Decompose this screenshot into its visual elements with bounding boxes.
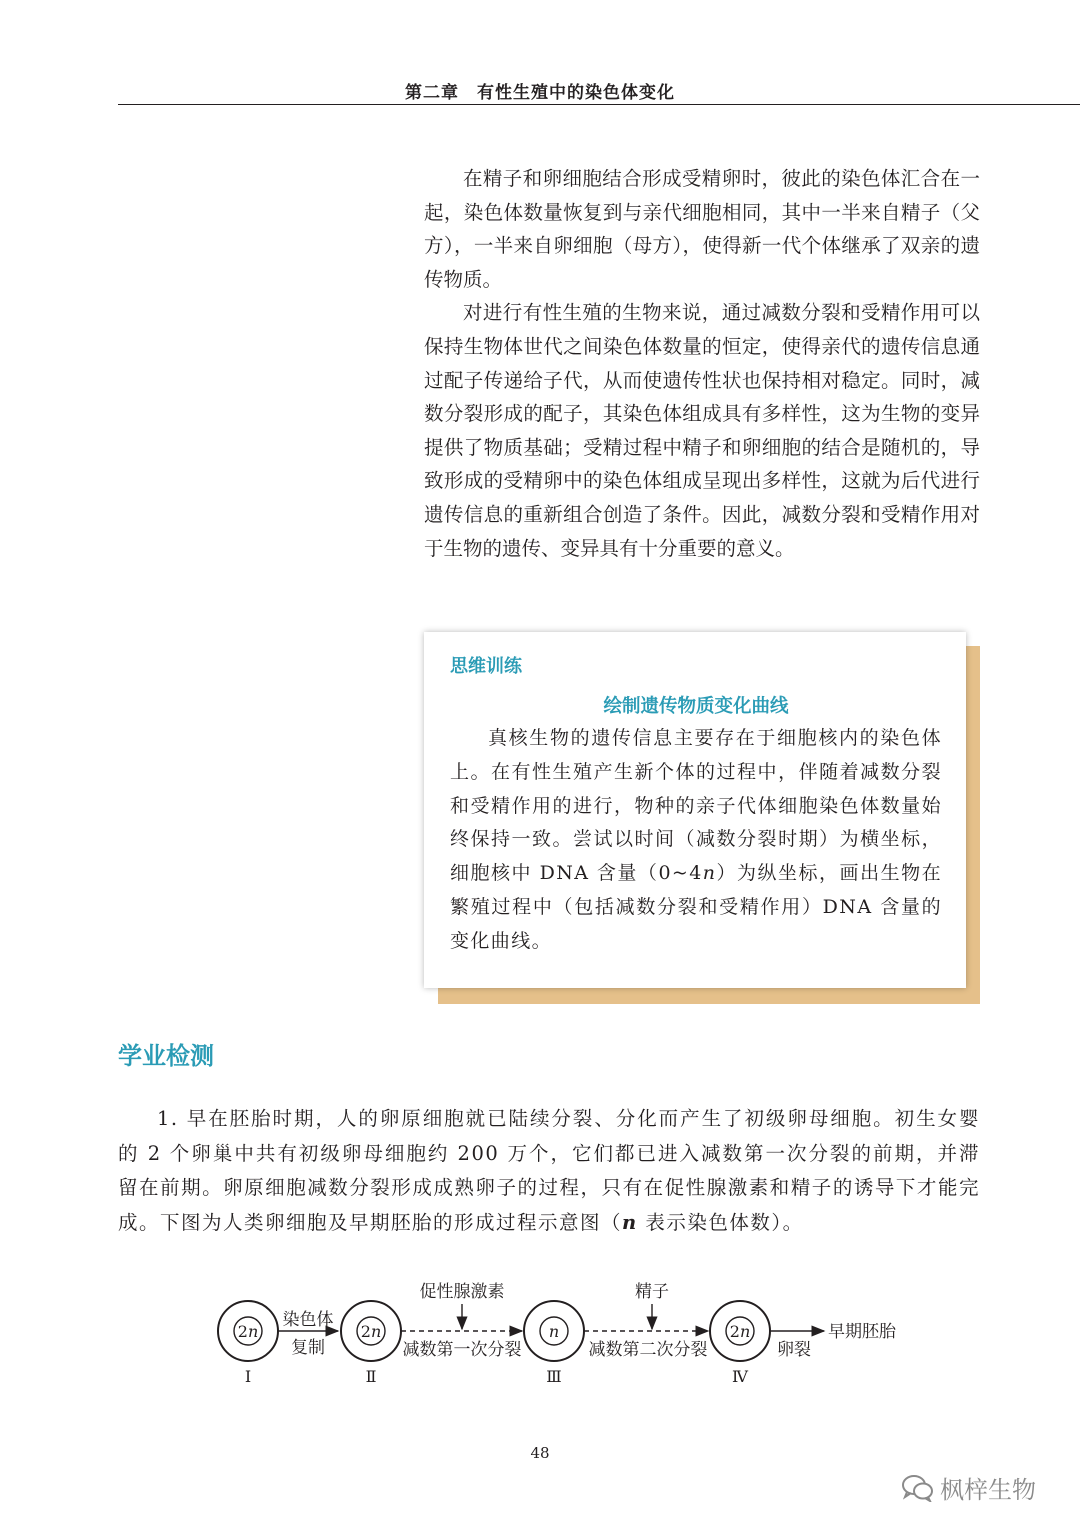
paragraph: 对进行有性生殖的生物来说，通过减数分裂和受精作用可以保持生物体世代之间染色体数量的恒定，使得亲代的遗传信息通过配子传递给子代，从而使遗传性状也保持相对稳定。同时，减数分裂形成的配子，其染色体组成具有多样性，这为生物的变异提供了物质基础；受精过程中精子和卵细胞的结合是随机的，导致形成的受精卵中的染色体组成呈现出多样性，这就为后代进行遗传信息的重新组合创造了条件。因此，减数分裂和受精作用对于生物的遗传、变异具有十分重要的意义。 xyxy=(424,301,980,560)
cell-4-var: n xyxy=(739,1322,751,1341)
chapter-header: 第二章 有性生殖中的染色体变化 xyxy=(405,83,675,103)
cell-2-var: n xyxy=(370,1322,382,1341)
text-segment: 表示染色体数）。 xyxy=(637,1210,804,1234)
header-rule xyxy=(118,104,1080,105)
cell-2 xyxy=(341,1301,401,1386)
wechat-icon xyxy=(902,1474,934,1502)
page-number: 48 xyxy=(530,1444,550,1462)
thinking-training-label: 思维训练 xyxy=(450,656,522,677)
text-segment: ）为纵坐标，画出生物在繁殖过程中（包括减数分裂和受精作用）DNA 含量的变化曲线。 xyxy=(450,862,942,952)
thinking-training-title: 绘制遗传物质变化曲线 xyxy=(603,696,789,717)
section-title: 学业检测 xyxy=(118,1042,214,1070)
thinking-training-box xyxy=(424,632,966,988)
cell-1 xyxy=(218,1301,278,1386)
watermark-text: 枫梓生物 xyxy=(940,1476,1036,1504)
cell-4-label: 2 xyxy=(729,1322,740,1341)
cell-1-roman: Ⅰ xyxy=(244,1367,252,1386)
svg-text:2n xyxy=(730,1322,751,1341)
italic-n: n xyxy=(622,1210,638,1234)
thinking-training-text xyxy=(450,722,942,959)
arrow-2-label: 减数第一次分裂 xyxy=(402,1340,522,1360)
arrow-3-label: 减数第二次分裂 xyxy=(588,1340,708,1360)
italic-n: n xyxy=(702,862,717,885)
svg-text:n xyxy=(549,1322,559,1341)
cell-1-label: 2 xyxy=(237,1322,248,1341)
question-1-text xyxy=(118,1102,980,1240)
watermark xyxy=(902,1470,1036,1505)
paragraph: 在精子和卵细胞结合形成受精卵时，彼此的染色体汇合在一起，染色体数量恢复到与亲代细胞相同，其中一半来自精子（父方），一半来自卵细胞（母方），使得新一代个体继承了双亲的遗传物质。 xyxy=(424,167,980,291)
cell-3 xyxy=(524,1301,584,1386)
final-stage-label: 早期胚胎 xyxy=(828,1322,896,1342)
arrow-1-top-label: 染色体 xyxy=(282,1310,334,1330)
cell-2-roman: Ⅱ xyxy=(365,1367,377,1386)
cell-4-roman: Ⅳ xyxy=(732,1367,748,1386)
body-text xyxy=(424,162,980,565)
arrow-1-bottom-label: 复制 xyxy=(291,1338,325,1358)
text-segment: 1. 早在胚胎时期，人的卵原细胞就已陆续分裂、分化而产生了初级卵母细胞。初生女婴的 2 个卵巢中共有初级卵母细胞约 200 万个，它们都已进入减数第一次分裂的前期，并滞留在前期。卵原细胞减数分裂形成成熟卵子的过程，只有在促性腺激素和精子的诱导下才能完成。下图为人类卵细胞及早期胚胎的形成过程示意图（ xyxy=(118,1107,980,1234)
arrow-4-label: 卵裂 xyxy=(777,1340,811,1360)
text-segment: 真核生物的遗传信息主要存在于细胞核内的染色体上。在有性生殖产生新个体的过程中，伴随着减数分裂和受精作用的进行，物种的亲子代体细胞染色体数量始终保持一致。尝试以时间（减数分裂时期）为横坐标，细胞核中 DNA 含量（0~4 xyxy=(450,727,942,885)
oogenesis-diagram xyxy=(200,1270,920,1400)
cell-1-var: n xyxy=(247,1322,259,1341)
cell-3-var: n xyxy=(548,1322,560,1341)
cell-3-roman: Ⅲ xyxy=(546,1367,562,1386)
cell-4 xyxy=(710,1301,770,1386)
svg-text:2n xyxy=(361,1322,382,1341)
arrow-3-input-label: 精子 xyxy=(635,1282,669,1302)
svg-text:2n xyxy=(238,1322,259,1341)
cell-2-label: 2 xyxy=(360,1322,371,1341)
arrow-2-input-label: 促性腺激素 xyxy=(419,1282,505,1302)
